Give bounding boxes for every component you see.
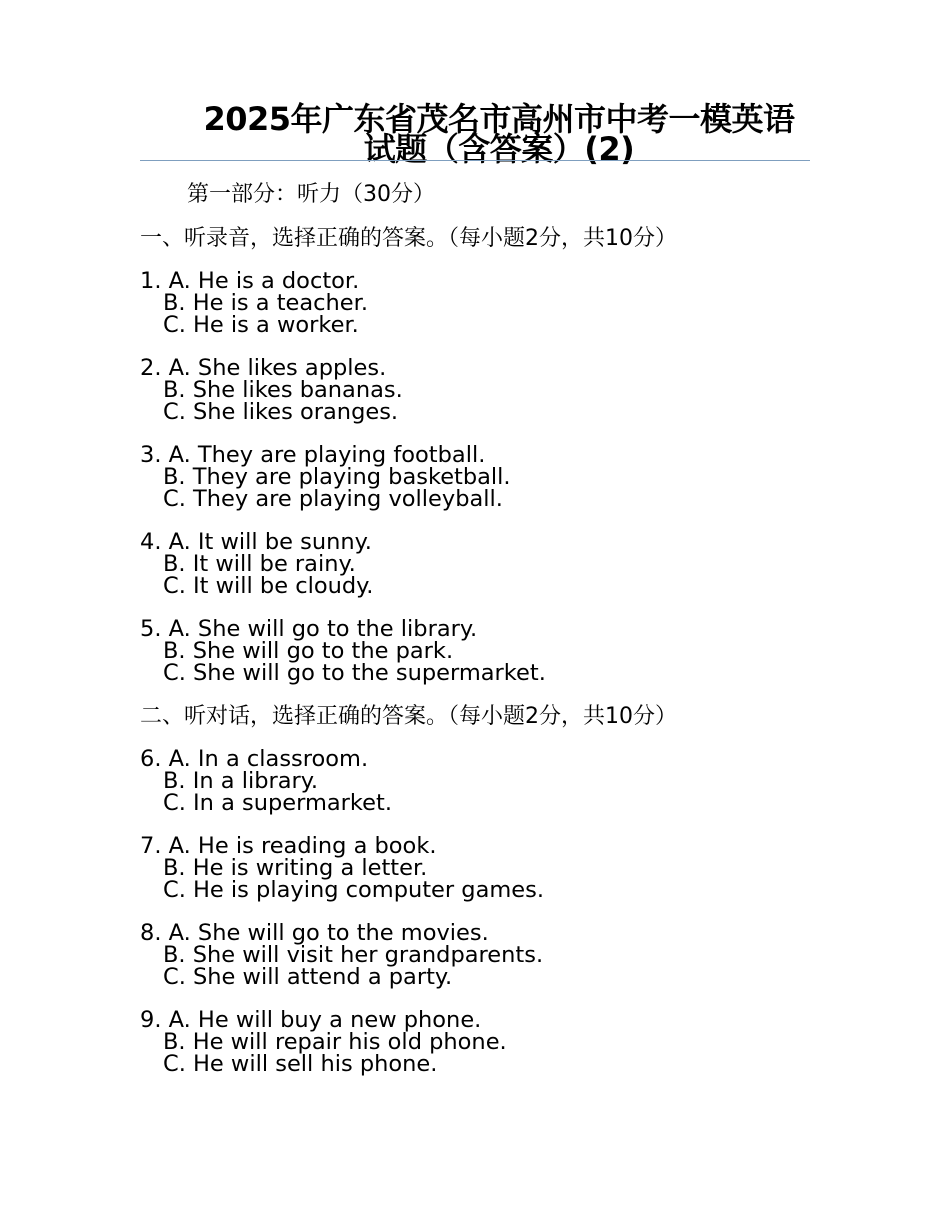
question-2-option-a: 2. A. She likes apples.	[140, 355, 387, 381]
question-5-option-b: B. She will go to the park.	[163, 638, 454, 664]
question-1	[140, 270, 368, 336]
question-2-option-b: B. She likes bananas.	[163, 377, 403, 403]
question-3-option-b: B. They are playing basketball.	[163, 464, 511, 490]
question-9-option-c: C. He will sell his phone.	[163, 1051, 438, 1077]
question-2-option-c: C. She likes oranges.	[163, 399, 399, 425]
question-7	[140, 835, 544, 901]
question-8	[140, 922, 543, 988]
question-4-option-b: B. It will be rainy.	[163, 551, 356, 577]
question-2	[140, 357, 403, 423]
question-6-option-b: B. In a library.	[163, 768, 319, 794]
question-5-option-c: C. She will go to the supermarket.	[163, 660, 546, 686]
question-1-option-c: C. He is a worker.	[163, 312, 359, 338]
question-8-option-c: C. She will attend a party.	[163, 964, 453, 990]
part-heading: 第一部分：听力（30分）	[187, 182, 435, 207]
question-5-option-a: 5. A. She will go to the library.	[140, 616, 478, 642]
question-9-option-a: 9. A. He will buy a new phone.	[140, 1007, 482, 1033]
document-title: 2025年广东省茂名市高州市中考一模英语试题（含答案）(2)	[203, 100, 795, 168]
question-7-option-a: 7. A. He is reading a book.	[140, 833, 437, 859]
question-6-option-a: 6. A. In a classroom.	[140, 746, 369, 772]
question-1-option-a: 1. A. He is a doctor.	[140, 268, 360, 294]
question-6-option-c: C. In a supermarket.	[163, 790, 392, 816]
question-5	[140, 618, 546, 684]
section-heading-1: 一、听录音，选择正确的答案。（每小题2分，共10分）	[140, 226, 677, 251]
question-7-option-b: B. He is writing a letter.	[163, 855, 428, 881]
question-8-option-b: B. She will visit her grandparents.	[163, 942, 544, 968]
question-9	[140, 1009, 507, 1075]
question-6	[140, 748, 392, 814]
question-7-option-c: C. He is playing computer games.	[163, 877, 545, 903]
section-heading-2: 二、听对话，选择正确的答案。（每小题2分，共10分）	[140, 704, 677, 729]
title-block	[140, 100, 810, 168]
question-3-option-c: C. They are playing volleyball.	[163, 486, 503, 512]
question-4	[140, 531, 373, 597]
question-4-option-a: 4. A. It will be sunny.	[140, 529, 372, 555]
question-4-option-c: C. It will be cloudy.	[163, 573, 374, 599]
question-1-option-b: B. He is a teacher.	[163, 290, 368, 316]
question-3-option-a: 3. A. They are playing football.	[140, 442, 486, 468]
title-underline	[140, 160, 810, 161]
question-8-option-a: 8. A. She will go to the movies.	[140, 920, 489, 946]
question-9-option-b: B. He will repair his old phone.	[163, 1029, 507, 1055]
question-3	[140, 444, 511, 510]
